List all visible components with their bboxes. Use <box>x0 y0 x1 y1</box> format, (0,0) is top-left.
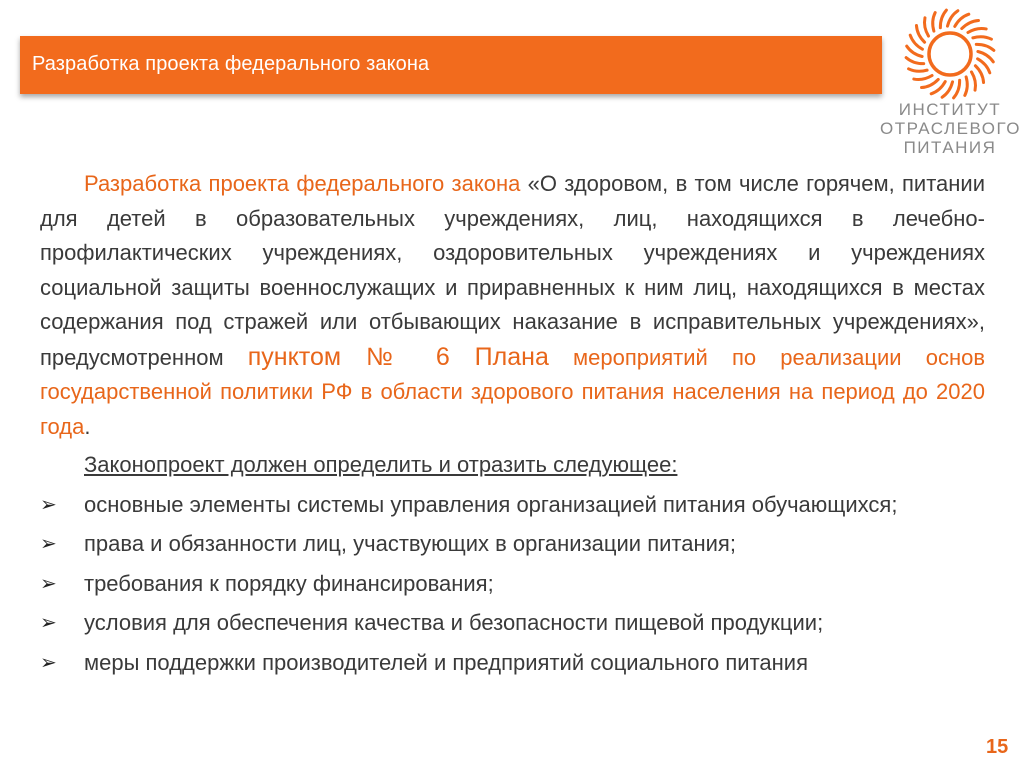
sun-ray <box>962 20 979 28</box>
arrow-bullet-icon: ➢ <box>40 533 57 555</box>
sun-ray <box>916 26 924 43</box>
sun-ray <box>975 66 983 83</box>
arrow-bullet-icon: ➢ <box>40 612 57 634</box>
logo <box>880 8 1020 158</box>
arrow-bullet-icon: ➢ <box>40 651 57 674</box>
sun-ray <box>924 18 928 36</box>
sun-ray <box>976 44 994 50</box>
logo-line-3: ПИТАНИЯ <box>903 138 997 157</box>
arrow-bullet-icon: ➢ <box>40 572 57 595</box>
sun-ring-icon <box>904 8 996 100</box>
intro-paragraph <box>40 167 985 444</box>
logo-line-2: ОТРАСЛЕВОГО <box>880 119 1021 138</box>
page-title: Разработка проекта федерального закона <box>32 53 430 75</box>
intro-lead: Разработка проекта федерального закона <box>84 171 521 196</box>
ref-part-b: м № 6 План <box>323 342 535 371</box>
intro-text: «О здоровом, в том числе горячем, питании для детей в образовательных учреждениях, лиц, находящихся в лечебно-профилактических учреждениях, оздоровительных учреждениях и учреждениях социальной защиты военнослужащих и приравненных к ним лиц, находящихся в местах содержания под стражей или отбывающих наказание в исправительных учреждениях», предусмотренном <box>40 171 985 370</box>
page-number: 15 <box>986 736 1009 758</box>
requirements-list <box>40 488 985 681</box>
ref-part-d: мероприятий по реализации основ государственной политики РФ в области здорового питания населения на период до 2020 года <box>40 344 986 439</box>
sun-ray <box>914 75 932 79</box>
list-item: ➢ условия для обеспечения качества и безопасности пищевой продукции; <box>40 606 985 641</box>
list-item: ➢ права и обязанности лиц, участвующих в организации питания; <box>40 527 985 562</box>
logo-line-1: ИНСТИТУТ <box>898 100 1002 119</box>
sun-ray <box>954 80 960 98</box>
list-item: ➢ требования к порядку финансирования; <box>40 567 985 602</box>
slide-content <box>40 167 985 680</box>
sun-ray <box>933 13 935 32</box>
logo-text <box>880 100 1020 157</box>
sun-ray <box>965 77 967 96</box>
list-item: ➢ меры поддержки производителей и предприятий социального питания <box>40 646 985 681</box>
ref-part-a: пункто <box>247 342 324 371</box>
intro-end: . <box>84 413 91 439</box>
sun-ray <box>922 79 939 87</box>
bill-subheading: Законопроект должен определить и отразить следующее: <box>84 452 678 477</box>
title-bar <box>20 36 882 94</box>
sun-ray <box>906 58 924 64</box>
sun-ray <box>971 72 975 90</box>
sun-ray <box>973 37 992 39</box>
ref-part-c: а <box>534 342 549 371</box>
arrow-bullet-icon: ➢ <box>40 493 57 516</box>
list-item: ➢ основные элементы системы управления организацией питания обучающихся; <box>40 488 985 523</box>
sun-ray <box>968 28 986 32</box>
sun-ray <box>909 69 928 71</box>
sun-ray <box>940 10 946 28</box>
